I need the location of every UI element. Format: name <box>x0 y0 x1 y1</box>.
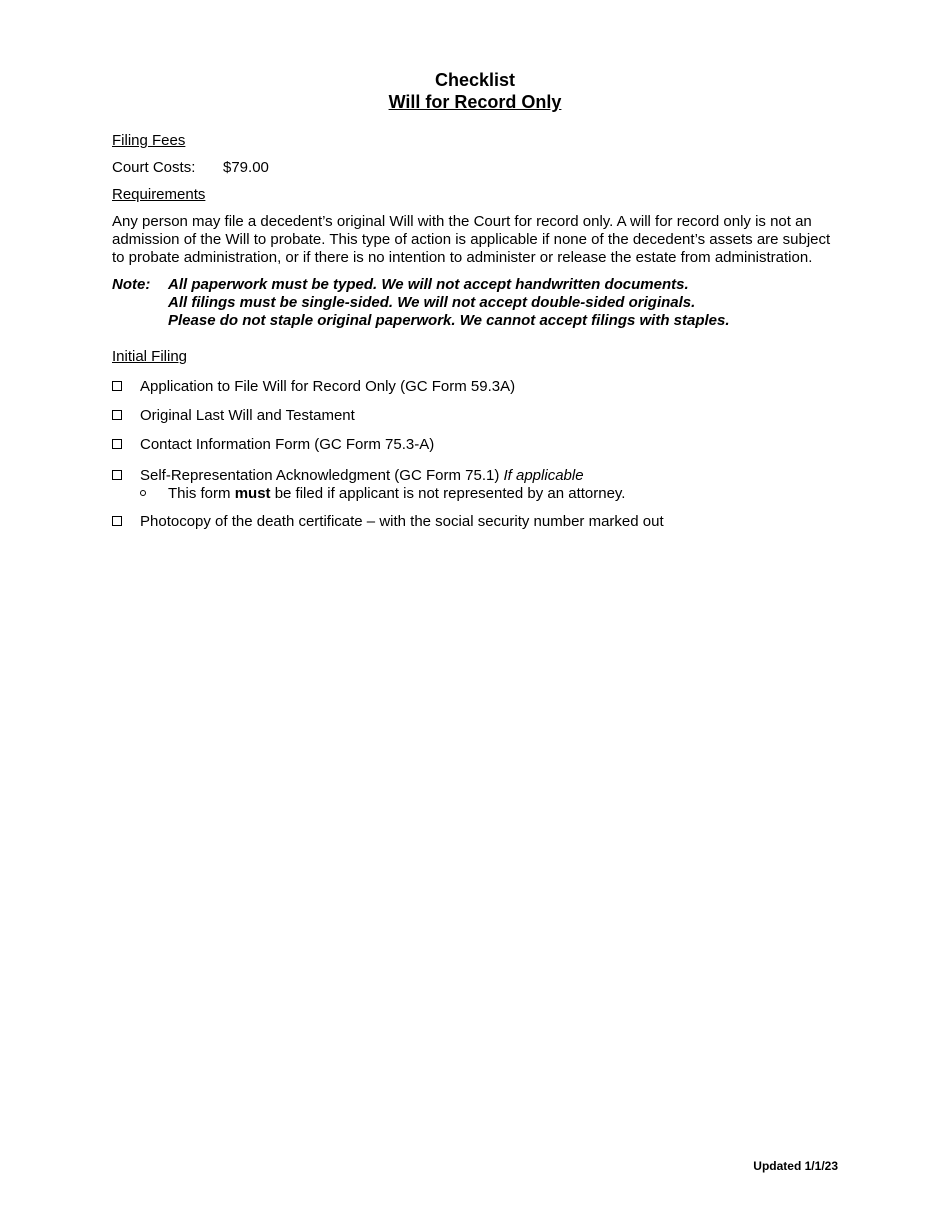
court-costs-value: $79.00 <box>223 159 269 176</box>
sub-item-emphasis: must <box>234 485 271 502</box>
page-subtitle: Will for Record Only <box>388 92 562 112</box>
sub-item-text <box>168 485 625 503</box>
checkbox-icon[interactable] <box>112 410 122 420</box>
checklist-item-label: Original Last Will and Testament <box>140 407 355 424</box>
filing-fees-heading: Filing Fees <box>112 132 186 149</box>
note-lines <box>168 276 730 330</box>
checklist-item-label <box>140 467 584 485</box>
title-block <box>0 70 950 114</box>
checkbox-icon[interactable] <box>112 381 122 391</box>
checklist-item-label: Photocopy of the death certificate – with the social security number marked out <box>140 513 664 530</box>
requirements-line: to probate administration, or if there is no intention to administer or release the estate from administration. <box>112 249 813 266</box>
court-costs-label: Court Costs: <box>112 159 196 176</box>
note-line: All paperwork must be typed. We will not accept handwritten documents. <box>168 276 689 293</box>
page-title: Checklist <box>434 70 516 90</box>
sub-item-prefix: This form <box>168 485 231 502</box>
requirements-paragraph <box>112 213 842 267</box>
checklist-item-label: Application to File Will for Record Only (GC Form 59.3A) <box>140 378 516 395</box>
note-line: Please do not staple original paperwork. We cannot accept filings with staples. <box>168 312 730 329</box>
checkbox-icon[interactable] <box>112 439 122 449</box>
initial-filing-heading: Initial Filing <box>112 348 188 365</box>
updated-date: Updated 1/1/23 <box>753 1159 838 1173</box>
requirements-heading: Requirements <box>112 186 206 203</box>
note-line: All filings must be single-sided. We will not accept double-sided originals. <box>168 294 696 311</box>
checkbox-icon[interactable] <box>112 470 122 480</box>
requirements-line: admission of the Will to probate. This type of action is applicable if none of the decedent’s assets are subject <box>112 231 831 248</box>
checklist-item-qualifier: If applicable <box>503 467 584 484</box>
checkbox-icon[interactable] <box>112 516 122 526</box>
court-costs-row <box>112 159 269 177</box>
sub-item-suffix: be filed if applicant is not represented by an attorney. <box>274 485 626 502</box>
checklist-item-text: Self-Representation Acknowledgment (GC Form 75.1) <box>140 467 500 484</box>
requirements-line: Any person may file a decedent’s original Will with the Court for record only. A will for record only is not an <box>112 213 812 230</box>
note-label: Note: <box>112 276 151 293</box>
circle-bullet-icon <box>140 490 146 496</box>
checklist-item-label: Contact Information Form (GC Form 75.3-A) <box>140 436 435 453</box>
